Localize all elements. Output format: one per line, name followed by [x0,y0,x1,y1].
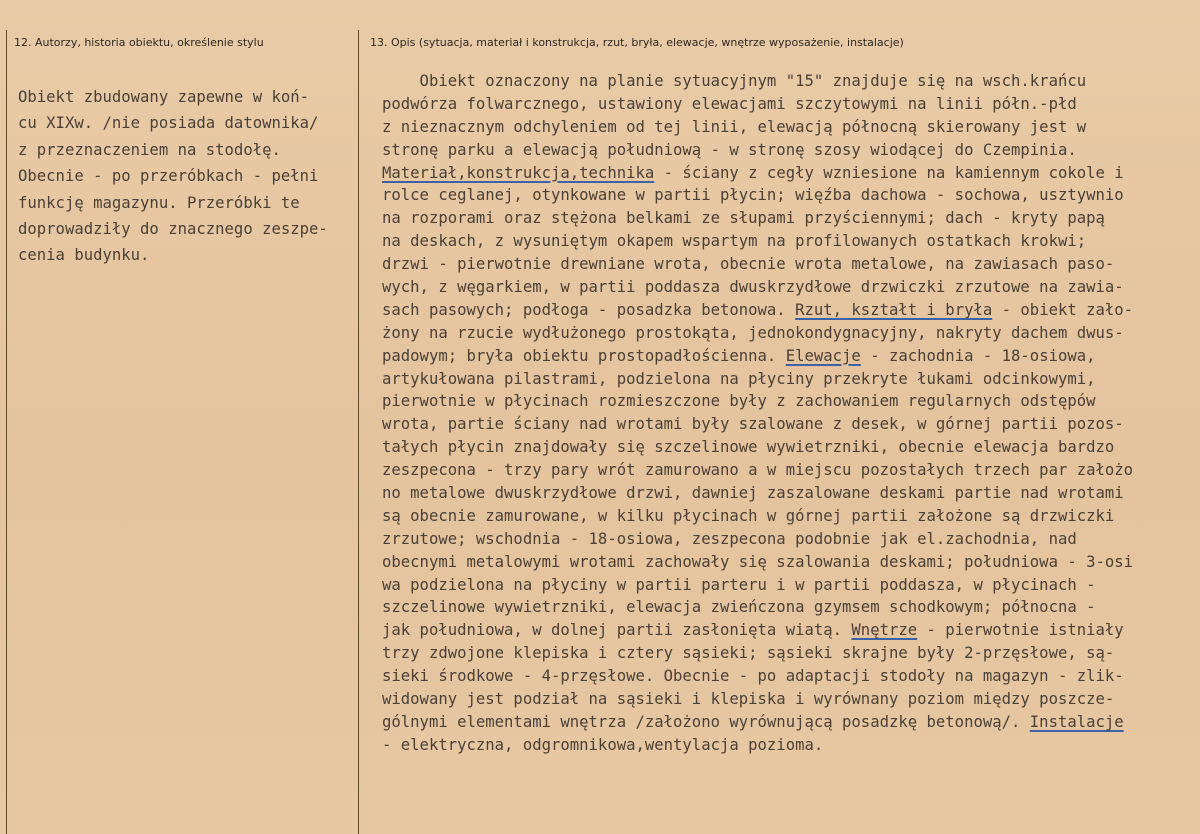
section-heading-underlined: Instalacje [1029,712,1124,731]
text-segment: wych, z węgarkiem, w partii poddasza dwuskrzydłowe drzwiczki zrzutowe na zawia- [382,278,1124,297]
text-line: z przeznaczeniem na stodołę. [18,140,281,159]
text-line [382,116,1133,139]
section-heading-underlined: Rzut, kształt i bryła [795,300,993,319]
text-segment: zeszpecona - trzy pary wrót zamurowano a w miejscu pozostałych trzech par założo [382,461,1134,480]
text-line [382,528,1133,551]
text-line [382,574,1133,597]
section-heading-underlined: Elewacje [785,346,861,365]
text-segment: - elektryczna, odgromnikowa,wentylacja pozioma. [382,735,824,754]
text-line: Obiekt zbudowany zapewne w koń- [18,88,310,106]
text-line [382,413,1133,436]
text-line [382,70,1133,93]
text-line: cu XIXw. /nie posiada datownika/ [18,114,319,133]
text-segment: padowym; bryła obiektu prostopadłościenna. [382,346,786,365]
text-segment: wrota, partie ściany nad wrotami były szalowane z desek, w górnej partii pozos- [382,415,1124,434]
text-segment: pierwotnie w płycinach rozmieszczone były z zachowaniem regularnych odstępów [382,392,1096,411]
text-line [382,734,1133,757]
section-12-header: 12. Autorzy, historia obiektu, określenie stylu [14,36,264,49]
text-segment: zrzutowe; wschodnia - 18-osiowa, zeszpecona podobnie jak el.zachodnia, nad [382,529,1077,548]
text-line [382,299,1133,322]
section-13-header: 13. Opis (sytuacja, materiał i konstrukcja, rzut, bryła, elewacje, wnętrze wyposażenie, instalacje) [370,36,904,49]
text-line [382,642,1133,665]
text-segment: na deskach, z wysuniętym okapem wspartym na profilowanych ostatkach krokwi; [382,232,1087,251]
text-line [382,390,1133,413]
text-line [382,139,1133,162]
text-segment: z nieznacznym odchyleniem od tej linii, elewacją północną skierowany jest w [382,117,1087,136]
text-line [382,436,1133,459]
text-line [382,184,1133,207]
text-line [382,345,1133,368]
text-line [382,253,1133,276]
section-heading-underlined: Materiał,konstrukcja,technika [382,163,655,182]
text-segment: rolce ceglanej, otynkowane w partii płycin; więźba dachowa - sochowa, usztywnio [382,186,1124,205]
section-13-text [382,70,1133,757]
text-segment: są obecnie zamurowane, w kilku płycinach w górnej partii założone są drzwiczki [382,506,1115,525]
text-segment: żony na rzucie wydłużonego prostokąta, jednokondygnacyjny, nakryty dachem dwus- [382,323,1124,342]
text-segment: - obiekt zało- [992,300,1134,319]
text-segment: no metalowe dwuskrzydłowe drzwi, dawniej zaszalowane deskami partie nad wrotami [382,484,1124,503]
text-segment: - zachodnia - 18-osiowa, [860,346,1096,365]
text-segment: drzwi - pierwotnie drewniane wrota, obecnie wrota metalowe, na zawiasach paso- [382,255,1115,274]
text-segment: sach pasowych; podłoga - posadzka betonowa. [382,300,796,319]
section-heading-underlined: Wnętrze [851,621,918,640]
text-segment: jak południowa, w dolnej partii zasłonięta wiatą. [382,621,852,640]
text-segment: stronę parku a elewacją południową - w stronę szosy wiodącej do Czempinia. [382,140,1077,159]
text-segment: podwórza folwarcznego, ustawiony elewacjami szczytowymi na linii półn.-płd [382,94,1077,113]
text-line [382,551,1133,574]
text-line [382,482,1133,505]
column-divider-line [358,30,359,834]
text-line [382,162,1133,185]
text-segment: - pierwotnie istniały [917,621,1124,640]
text-line [382,459,1133,482]
text-line [382,711,1133,734]
text-line [382,322,1133,345]
text-line [382,93,1133,116]
text-segment: na rozporami oraz stężona belkami ze słupami przyściennymi; dach - kryty papą [382,209,1105,228]
text-segment: sieki środkowe - 4-przęsłowe. Obecnie - po adaptacji stodoły na magazyn - zlik- [382,667,1124,686]
section-12-text [18,84,328,269]
text-segment: gólnymi elementami wnętrza /założono wyrównującą posadzkę betonową/. [382,712,1030,731]
text-segment: wa podzielona na płyciny w partii parteru i w partii poddasza, w płycinach - [382,575,1096,594]
text-line [382,230,1133,253]
text-line: Obecnie - po przeróbkach - pełni [18,167,319,186]
text-line: funkcję magazynu. Przeróbki te [18,193,300,212]
text-line [382,368,1133,391]
left-border-line [6,30,7,834]
text-line [382,665,1133,688]
text-segment: - ściany z cegły wzniesione na kamiennym cokole i [654,163,1124,182]
text-line: cenia budynku. [18,246,150,265]
text-line: doprowadziły do znacznego zeszpe- [18,219,328,238]
text-line [382,276,1133,299]
text-line [382,619,1133,642]
text-segment: artykułowana pilastrami, podzielona na płyciny przekryte łukami odcinkowymi, [382,369,1096,388]
text-segment: obecnymi metalowymi wrotami zachowały się szalowania deskami; południowa - 3-osi [382,552,1134,571]
text-line [382,596,1133,619]
text-line [382,688,1133,711]
text-segment: tałych płycin znajdowały się szczelinowe wywietrzniki, obecnie elewacja bardzo [382,438,1115,457]
text-segment: trzy zdwojone klepiska i cztery sąsieki; sąsieki skrajne były 2-przęsłowe, są- [382,644,1115,663]
text-segment: szczelinowe wywietrzniki, elewacja zwieńczona gzymsem schodkowym; północna - [382,598,1096,617]
text-segment: widowany jest podział na sąsieki i klepiska i wyrównany poziom między poszcze- [382,690,1115,709]
text-line [382,505,1133,528]
text-segment: Obiekt oznaczony na planie sytuacyjnym "15" znajduje się na wsch.krańcu [382,72,1087,90]
text-line [382,207,1133,230]
